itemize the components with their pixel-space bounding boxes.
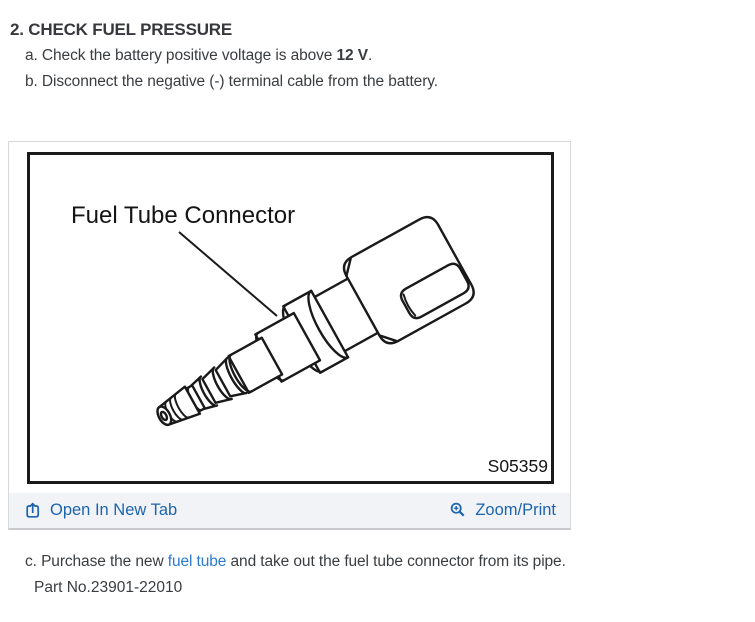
step-heading: 2. CHECK FUEL PRESSURE	[10, 20, 232, 39]
part-number: Part No.23901-22010	[34, 579, 183, 596]
magnifier-plus-icon	[449, 501, 468, 520]
figure-image	[9, 142, 570, 493]
figure-reference-code: S05359	[487, 456, 548, 476]
open-in-new-tab-label: Open In New Tab	[50, 501, 178, 519]
fuel-tube-connector-drawing	[27, 152, 554, 484]
step-a-period: .	[368, 47, 373, 64]
zoom-print-label: Zoom/Print	[475, 501, 556, 519]
step-b: b. Disconnect the negative (-) terminal cable from the battery.	[25, 73, 438, 90]
fuel-tube-link[interactable]: fuel tube	[167, 553, 227, 570]
open-in-new-tab-link[interactable]	[24, 501, 177, 520]
step-c	[25, 553, 566, 571]
figure-panel	[8, 141, 571, 530]
step-a-text: a. Check the battery positive voltage is above	[25, 47, 337, 64]
step-c-suffix: and take out the fuel tube connector from its pipe.	[226, 553, 566, 570]
zoom-print-link[interactable]	[449, 501, 556, 520]
step-c-prefix: c. Purchase the new	[25, 553, 168, 570]
step-a-voltage: 12 V	[336, 47, 369, 64]
open-in-new-tab-icon	[24, 501, 43, 520]
figure-caption: Fuel Tube Connector	[71, 202, 296, 229]
step-a	[25, 47, 372, 65]
figure-toolbar	[9, 493, 570, 528]
